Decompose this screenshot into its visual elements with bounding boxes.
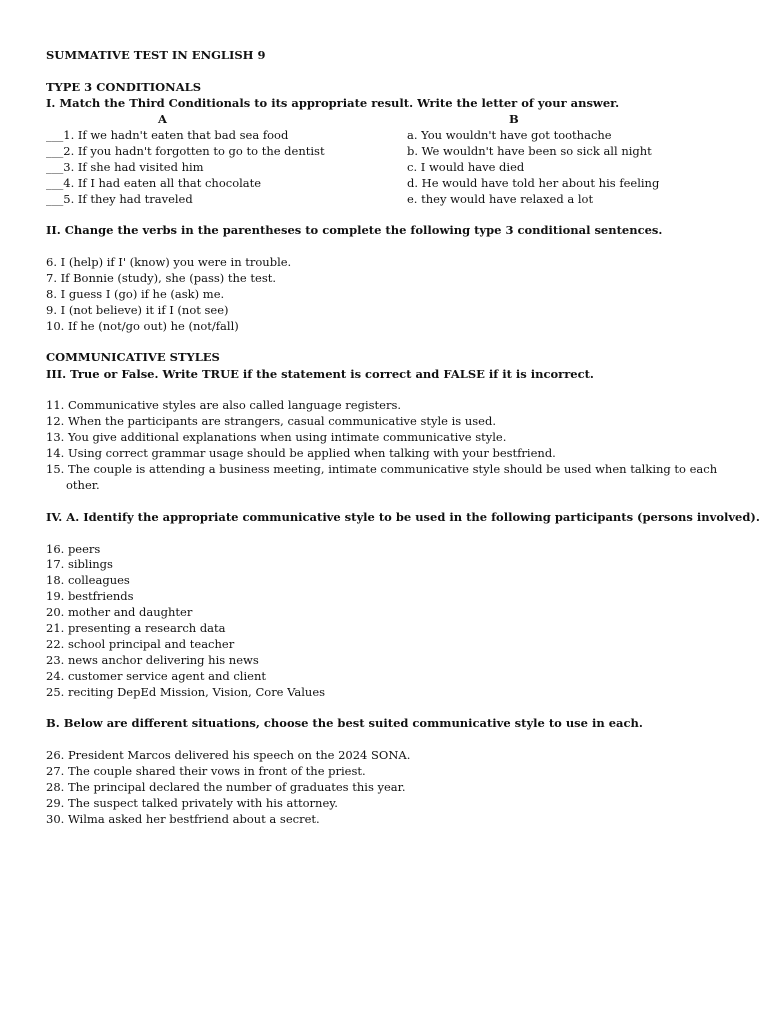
- participants-item: 23. news anchor delivering his news: [46, 653, 259, 667]
- participants-item: 21. presenting a research data: [46, 621, 226, 635]
- participants-item: 17. siblings: [46, 557, 113, 571]
- match-item-a: ___1. If we hadn't eaten that bad sea food: [46, 128, 289, 142]
- conditional-item: 8. I guess I (go) if he (ask) me.: [46, 287, 225, 301]
- situation-item: 28. The principal declared the number of graduates this year.: [46, 780, 406, 794]
- document-title: SUMMATIVE TEST IN ENGLISH 9: [46, 48, 266, 62]
- participants-item: 25. reciting DepEd Mission, Vision, Core Values: [46, 685, 326, 699]
- match-item-b: d. He would have told her about his feeling: [407, 176, 660, 190]
- participants-item: 24. customer service agent and client: [46, 669, 266, 683]
- section-topic-communicative-styles: COMMUNICATIVE STYLES: [46, 350, 220, 364]
- match-item-b: e. they would have relaxed a lot: [407, 192, 594, 206]
- conditional-item: 9. I (not believe) it if I (not see): [46, 303, 229, 317]
- match-item-a: ___5. If they had traveled: [46, 192, 193, 206]
- situation-item: 26. President Marcos delivered his speech on the 2024 SONA.: [46, 748, 411, 762]
- conditional-item: 10. If he (not/go out) he (not/fall): [46, 319, 239, 333]
- participants-item: 19. bestfriends: [46, 589, 134, 603]
- true-false-item: 11. Communicative styles are also called language registers.: [46, 398, 402, 412]
- match-item-a: ___4. If I had eaten all that chocolate: [46, 176, 262, 190]
- situation-item: 29. The suspect talked privately with his attorney.: [46, 796, 338, 810]
- participants-item: 20. mother and daughter: [46, 605, 193, 619]
- participants-item: 22. school principal and teacher: [46, 637, 235, 651]
- conditional-item: 7. If Bonnie (study), she (pass) the test.: [46, 271, 276, 285]
- participants-item: 18. colleagues: [46, 573, 130, 587]
- situation-item: 27. The couple shared their vows in front of the priest.: [46, 764, 366, 778]
- match-item-a: ___2. If you hadn't forgotten to go to the dentist: [46, 144, 325, 158]
- part2-instruction: II. Change the verbs in the parentheses to complete the following type 3 conditional sentences.: [46, 223, 663, 237]
- match-item-b: a. You wouldn't have got toothache: [407, 128, 612, 142]
- participants-item: 16. peers: [46, 542, 101, 556]
- match-item-a: ___3. If she had visited him: [46, 160, 204, 174]
- true-false-item: 13. You give additional explanations when using intimate communicative style.: [46, 430, 507, 444]
- part3-instruction: III. True or False. Write TRUE if the statement is correct and FALSE if it is incorrect.: [46, 367, 594, 381]
- true-false-item: 14. Using correct grammar usage should be applied when talking with your bestfriend.: [46, 446, 556, 460]
- match-item-b: c. I would have died: [407, 160, 525, 174]
- part4a-instruction: IV. A. Identify the appropriate communicative style to be used in the following participants (persons involved).: [46, 510, 760, 524]
- column-a-header: A: [158, 112, 167, 126]
- situation-item: 30. Wilma asked her bestfriend about a secret.: [46, 812, 320, 826]
- true-false-item: 12. When the participants are strangers, casual communicative style is used.: [46, 414, 496, 428]
- match-item-b: b. We wouldn't have been so sick all night: [407, 144, 652, 158]
- part4b-instruction: B. Below are different situations, choose the best suited communicative style to use in each.: [46, 716, 643, 730]
- column-b-header: B: [509, 112, 519, 126]
- conditional-item: 6. I (help) if I' (know) you were in trouble.: [46, 255, 292, 269]
- section-topic-conditionals: TYPE 3 CONDITIONALS: [46, 80, 202, 94]
- part1-instruction: I. Match the Third Conditionals to its appropriate result. Write the letter of your answer.: [46, 96, 620, 110]
- true-false-item: 15. The couple is attending a business meeting, intimate communicative style should be used when talking to each other.: [46, 462, 718, 492]
